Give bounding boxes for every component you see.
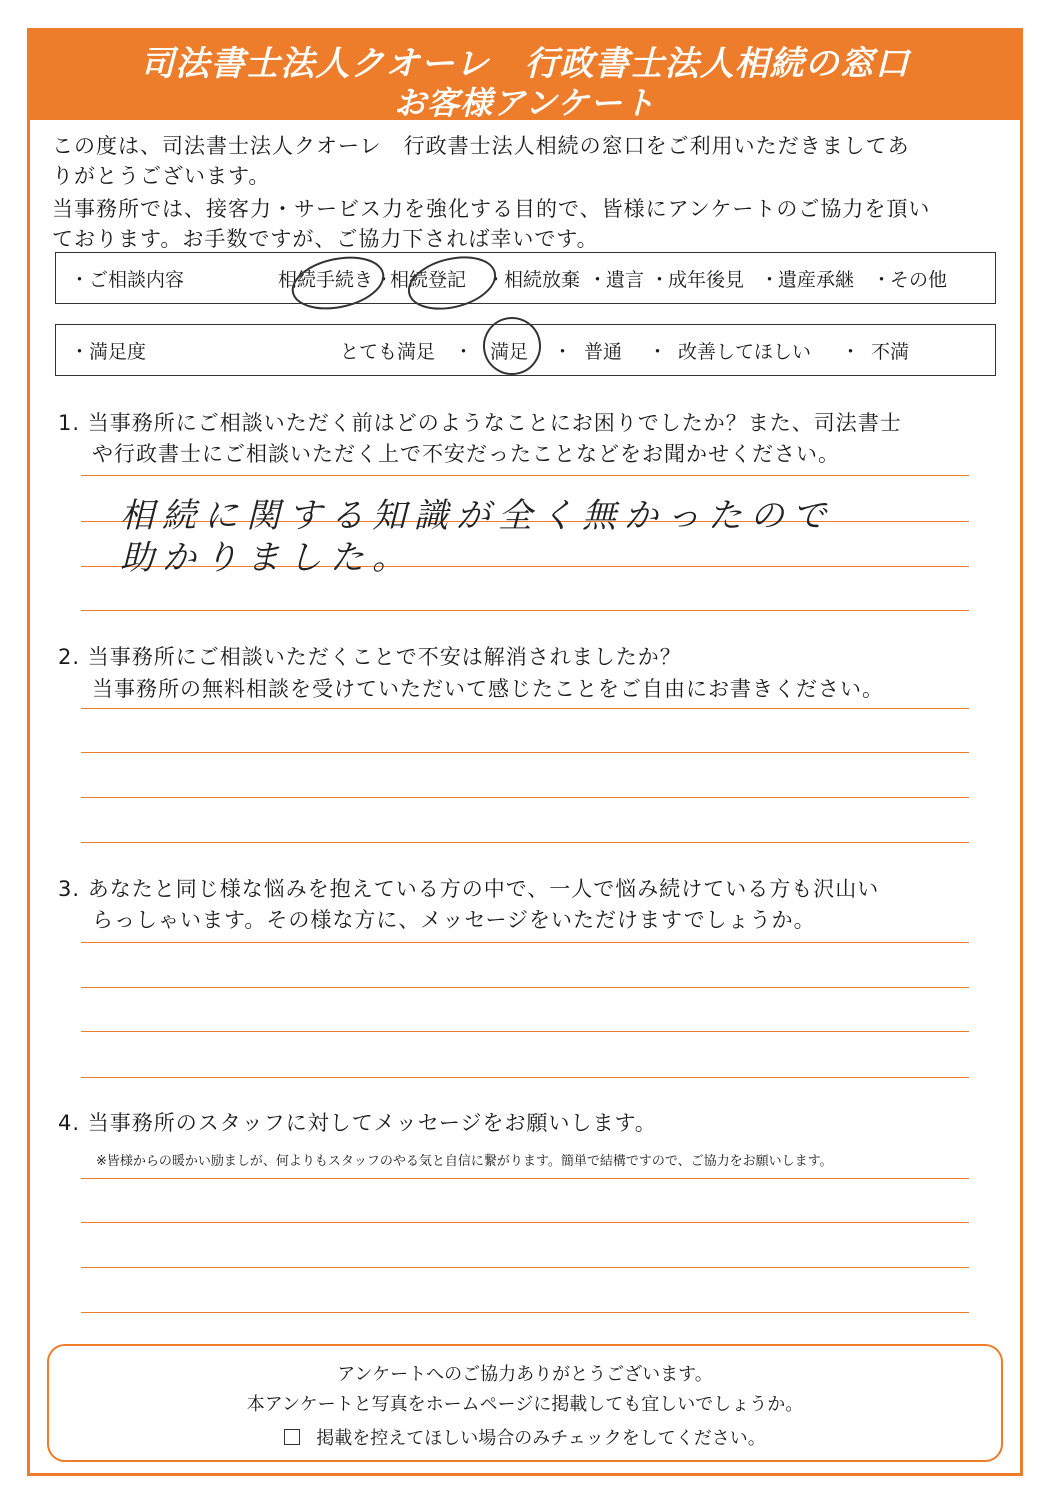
- circle-mark-souzoku-touki: [404, 249, 501, 317]
- option-seinen-kouken[interactable]: 成年後見: [668, 269, 745, 291]
- option-separator: ・: [454, 341, 474, 363]
- option-yuigon[interactable]: 遺言: [606, 269, 645, 291]
- option-separator: ・: [486, 269, 506, 291]
- opt-out-checkbox[interactable]: [284, 1429, 300, 1445]
- option-separator: ・: [872, 269, 892, 291]
- intro-line: 当事務所では、接客力・サービス力を強化する目的で、皆様にアンケートのご協力を頂い: [52, 197, 931, 221]
- answer-line: [81, 708, 969, 709]
- option-souzoku-touki[interactable]: 相続登記: [390, 269, 467, 291]
- question-4-note: ※皆様からの暖かい励ましが、何よりもスタッフのやる気と自信に繋がります。簡単で結構ですので、ご協力をお願いします。: [96, 1154, 833, 1169]
- intro-line: りがとうございます。: [52, 164, 271, 188]
- satisfaction-label: ・満足度: [70, 341, 147, 363]
- question-1: 1. 当事務所にご相談いただく前はどのようなことにお困りでしたか？また、司法書士: [58, 411, 902, 435]
- question-3-cont: らっしゃいます。その様な方に、メッセージをいただけますでしょうか。: [92, 908, 816, 932]
- page-title: 司法書士法人クオーレ 行政書士法人相続の窓口: [140, 44, 910, 84]
- answer-line: [81, 1312, 969, 1313]
- circle-mark-souzoku-tetsuzuki: [288, 250, 388, 316]
- answer-line: [81, 797, 969, 798]
- consultation-label: ・ご相談内容: [70, 269, 185, 291]
- option-sonota[interactable]: その他: [890, 269, 948, 291]
- handwritten-answer-1: 相続に関する知識が全く無かったので: [120, 496, 834, 536]
- answer-line: [81, 987, 969, 988]
- answer-line: [81, 1267, 969, 1268]
- option-separator: ・: [650, 269, 670, 291]
- circle-mark-manzoku: [480, 314, 545, 379]
- option-separator: ・: [553, 341, 573, 363]
- option-souzoku-tetsuzuki[interactable]: 相続手続き: [278, 269, 374, 291]
- page-subtitle: お客様アンケート: [393, 84, 657, 122]
- option-totemo-manzoku[interactable]: とても満足: [340, 341, 436, 363]
- footer-check-row: [49, 1424, 1001, 1450]
- question-2: 2. 当事務所にご相談いただくことで不安は解消されましたか？: [58, 645, 682, 669]
- answer-line: [81, 1077, 969, 1078]
- answer-line: [81, 475, 969, 476]
- answer-line: [81, 752, 969, 753]
- option-separator: ・: [760, 269, 780, 291]
- footer-permission: 本アンケートと写真をホームページに掲載しても宜しいでしょうか。: [246, 1394, 804, 1415]
- option-souzoku-houki[interactable]: 相続放棄: [504, 269, 581, 291]
- intro-line: ております。お手数ですが、ご協力下されば幸いです。: [52, 227, 599, 251]
- footer-thanks: アンケートへのご協力ありがとうございます。: [337, 1364, 713, 1385]
- answer-line: [81, 942, 969, 943]
- option-separator: ・: [648, 341, 668, 363]
- intro-line: この度は、司法書士法人クオーレ 行政書士法人相続の窓口をご利用いただきましてあ: [52, 134, 910, 158]
- option-manzoku[interactable]: 満足: [490, 341, 529, 363]
- question-2-cont: 当事務所の無料相談を受けていただいて感じたことをご自由にお書きください。: [92, 677, 884, 701]
- option-isan-shoukei[interactable]: 遺産承継: [778, 269, 855, 291]
- footer-check-label: 掲載を控えてほしい場合のみチェックをしてください。: [316, 1428, 766, 1449]
- option-kaizen[interactable]: 改善してほしい: [678, 341, 812, 363]
- question-3: 3. あなたと同じ様な悩みを抱えている方の中で、一人で悩み続けている方も沢山い: [58, 877, 880, 901]
- question-1-cont: や行政書士にご相談いただく上で不安だったことなどをお聞かせください。: [92, 442, 840, 466]
- answer-line: [81, 1178, 969, 1179]
- option-fuman[interactable]: 不満: [871, 341, 910, 363]
- answer-line: [81, 1222, 969, 1223]
- footer-box: [47, 1344, 1003, 1462]
- option-separator: ・: [588, 269, 608, 291]
- option-separator: ・: [841, 341, 861, 363]
- answer-line: [81, 842, 969, 843]
- question-4: 4. 当事務所のスタッフに対してメッセージをお願いします。: [58, 1111, 657, 1135]
- answer-line: [81, 610, 969, 611]
- handwritten-answer-2: 助かりました。: [120, 538, 414, 578]
- option-separator: ・: [374, 269, 394, 291]
- answer-line: [81, 1031, 969, 1032]
- option-futsuu[interactable]: 普通: [584, 341, 623, 363]
